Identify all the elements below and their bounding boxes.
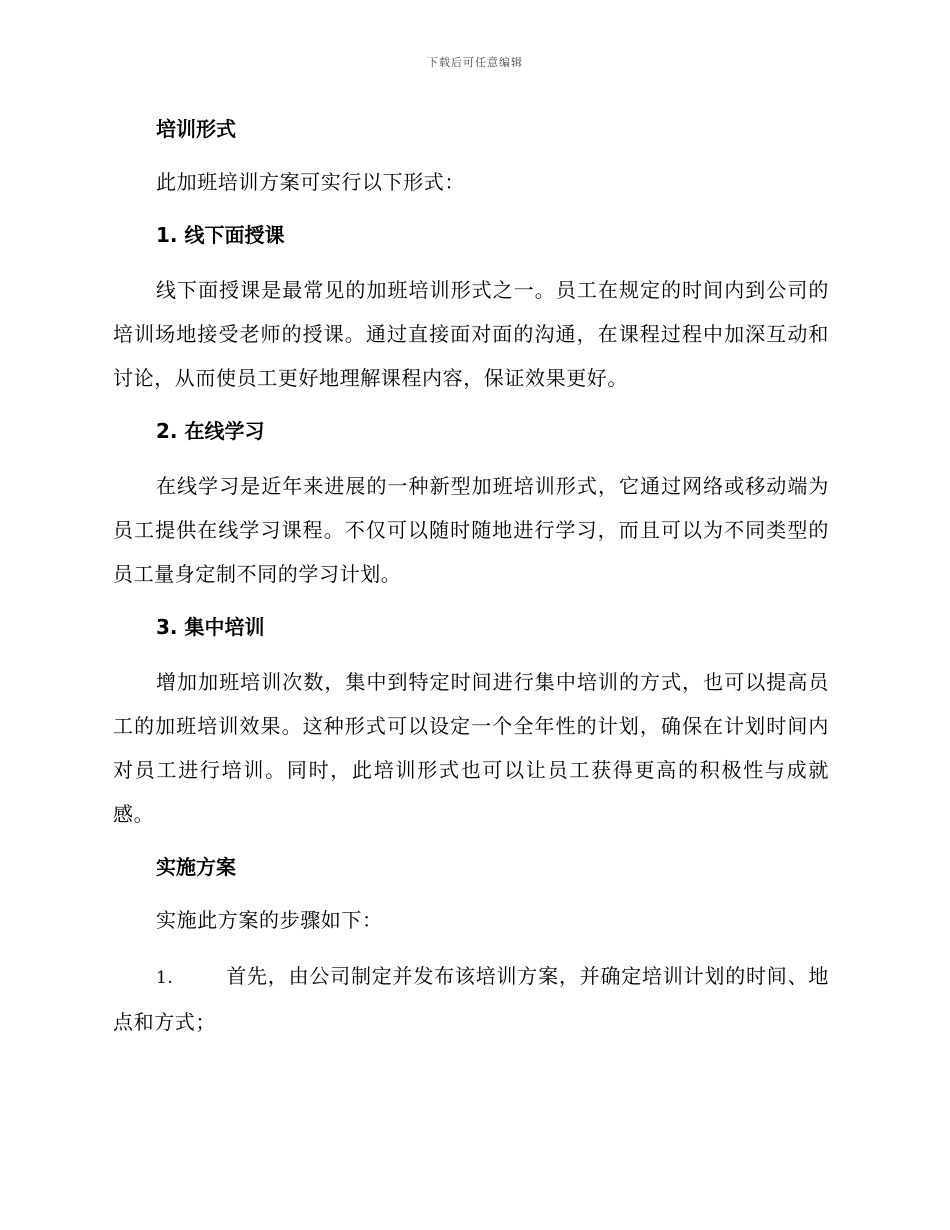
paragraph-online: 在线学习是近年来进展的一种新型加班培训形式，它通过网络或移动端为员工提供在线学习课程。不仅可以随时随地进行学习，而且可以为不同类型的员工量身定制不同的学习计划。 — [113, 474, 829, 586]
section-heading-implementation: 实施方案 — [156, 855, 236, 879]
paragraph-offline: 线下面授课是最常见的加班培训形式之一。员工在规定的时间内到公司的培训场地接受老师的授课。通过直接面对面的沟通，在课程过程中加深互动和讨论，从而使员工更好地理解课程内容，保证效果更好。 — [113, 278, 829, 390]
page-header: 下载后可任意编辑 — [427, 56, 523, 69]
implementation-intro: 实施此方案的步骤如下： — [156, 908, 383, 932]
list-item-step-1 — [113, 954, 829, 1044]
section-heading-training-form: 培训形式 — [156, 117, 236, 141]
paragraph-intensive: 增加加班培训次数，集中到特定时间进行集中培训的方式，也可以提高员工的加班培训效果。这种形式可以设定一个全年性的计划，确保在计划时间内对员工进行培训。同时，此培训形式也可以让员工获得更高的积极性与成就感。 — [113, 670, 829, 826]
subheading-online: 2. 在线学习 — [156, 419, 265, 443]
intro-paragraph: 此加班培训方案可实行以下形式： — [156, 170, 465, 194]
list-item-text: 首先，由公司制定并发布该培训方案，并确定培训计划的时间、地点和方式； — [113, 964, 829, 1034]
document-body — [113, 110, 829, 1044]
subheading-offline: 1. 线下面授课 — [156, 223, 285, 247]
subheading-intensive: 3. 集中培训 — [156, 615, 265, 639]
list-number: 1. — [156, 968, 174, 988]
